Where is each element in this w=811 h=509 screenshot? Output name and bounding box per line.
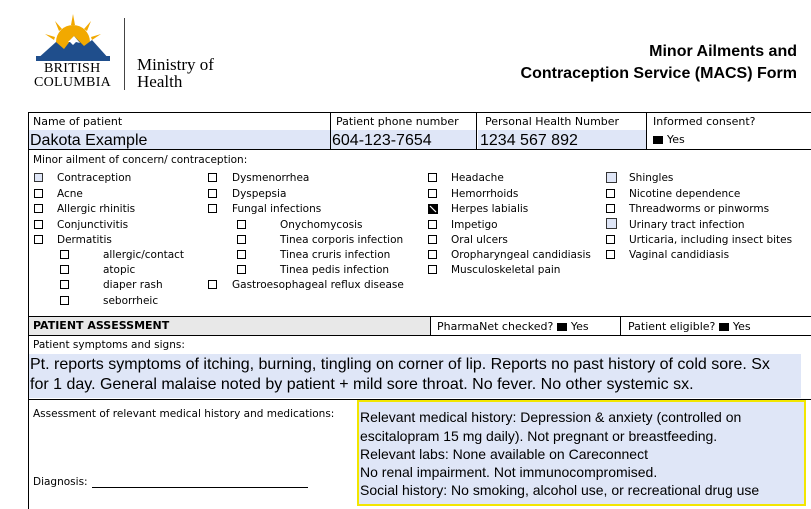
history-line5: Social history: No smoking, alcohol use, or recreational drug use (360, 482, 760, 498)
item-impetigo: Impetigo (451, 219, 498, 231)
item-urticaria: Urticaria, including insect bites (629, 234, 793, 246)
divider (330, 112, 331, 150)
item-acne: Acne (57, 188, 83, 200)
bc-logo (28, 12, 118, 92)
checkbox-threadworms[interactable] (606, 204, 615, 213)
item-fungal-infections: Fungal infections (232, 203, 322, 215)
checked-box-icon (653, 136, 663, 144)
checkbox-gerd[interactable] (208, 280, 217, 289)
divider (620, 316, 621, 336)
checkbox-hemorrhoids[interactable] (428, 189, 437, 198)
item-contraception: Contraception (57, 172, 132, 184)
checkbox-vaginal-candidiasis[interactable] (606, 250, 615, 259)
consent-checkbox[interactable] (653, 133, 685, 146)
divider (430, 316, 431, 336)
checkbox-urticaria[interactable] (606, 235, 615, 244)
divider (646, 112, 647, 150)
item-hemorrhoids: Hemorrhoids (451, 188, 519, 200)
item-allergic-contact: allergic/contact (103, 249, 185, 261)
checkbox-dermatitis[interactable] (34, 235, 43, 244)
checkbox-allergic-contact[interactable] (60, 250, 69, 259)
pharmanet-value: Yes (570, 320, 589, 333)
checkbox-atopic[interactable] (60, 265, 69, 274)
item-tinea-cruris: Tinea cruris infection (280, 249, 391, 261)
symptoms-line2[interactable]: for 1 day. General malaise noted by patient + mild sore throat. No fever. No other systemic sx. (30, 376, 694, 393)
item-seborrheic: seborrheic (103, 295, 159, 307)
checkmark-icon (428, 204, 438, 214)
checkbox-allergic-rhinitis[interactable] (34, 204, 43, 213)
name-label: Name of patient (33, 115, 123, 128)
checkbox-onychomycosis[interactable] (237, 220, 246, 229)
history-line4: No renal impairment. Not immunocompromised. (360, 464, 658, 480)
item-dysmenorrhea: Dysmenorrhea (232, 172, 310, 184)
item-nicotine-dependence: Nicotine dependence (629, 188, 741, 200)
checkbox-headache[interactable] (428, 173, 437, 182)
eligible-value: Yes (732, 320, 751, 333)
diagnosis-label: Diagnosis: (33, 476, 88, 488)
item-onychomycosis: Onychomycosis (280, 219, 363, 231)
phn-input[interactable]: 1234 567 892 (480, 132, 578, 149)
item-conjunctivitis: Conjunctivitis (57, 219, 129, 231)
phn-label: Personal Health Number (485, 115, 620, 128)
item-musculoskeletal-pain: Musculoskeletal pain (451, 264, 561, 276)
checkbox-oral-ulcers[interactable] (428, 235, 437, 244)
item-allergic-rhinitis: Allergic rhinitis (57, 203, 136, 215)
item-dyspepsia: Dyspepsia (232, 188, 287, 200)
item-headache: Headache (451, 172, 504, 184)
history-line2: escitalopram 15 mg daily). Not pregnant or breastfeeding. (360, 428, 718, 444)
item-herpes-labialis: Herpes labialis (451, 203, 529, 215)
item-oropharyngeal-candidiasis: Oropharyngeal candidiasis (451, 249, 591, 261)
checkbox-conjunctivitis[interactable] (34, 220, 43, 229)
item-atopic: atopic (103, 264, 136, 276)
assessment-heading: PATIENT ASSESSMENT (33, 319, 170, 332)
phone-label: Patient phone number (336, 115, 459, 128)
checkbox-shingles[interactable] (606, 172, 617, 183)
checked-box-icon (719, 323, 729, 331)
checkbox-dyspepsia[interactable] (208, 189, 217, 198)
consent-label: Informed consent? (653, 115, 756, 128)
ministry-line1: Ministry of (137, 55, 214, 74)
checkbox-tinea-cruris[interactable] (237, 250, 246, 259)
diagnosis-input-line[interactable] (92, 487, 308, 488)
checkbox-tinea-pedis[interactable] (237, 265, 246, 274)
name-input[interactable]: Dakota Example (30, 132, 148, 149)
checkbox-musculoskeletal-pain[interactable] (428, 265, 437, 274)
eligible-label: Patient eligible? (628, 320, 716, 333)
checked-box-icon (557, 323, 567, 331)
consent-value: Yes (667, 133, 685, 146)
checkbox-seborrheic[interactable] (60, 296, 69, 305)
item-dermatitis: Dermatitis (57, 234, 112, 246)
checkbox-contraception[interactable] (34, 173, 43, 182)
ministry-line2: Health (137, 72, 183, 91)
symptoms-label: Patient symptoms and signs: (33, 339, 185, 351)
item-tinea-corporis: Tinea corporis infection (280, 234, 404, 246)
ailments-label: Minor ailment of concern/ contraception: (33, 154, 248, 166)
checkbox-herpes-labialis[interactable] (428, 204, 437, 213)
checkbox-tinea-corporis[interactable] (237, 235, 246, 244)
logo-divider (124, 18, 125, 90)
checkbox-impetigo[interactable] (428, 220, 437, 229)
item-tinea-pedis: Tinea pedis infection (280, 264, 390, 276)
item-oral-ulcers: Oral ulcers (451, 234, 508, 246)
pharmanet-label: PharmaNet checked? (437, 320, 554, 333)
ailments-section (28, 149, 811, 317)
logo-wordmark-line1: BRITISH (44, 61, 101, 76)
sun-mountain-logo-icon (28, 12, 118, 62)
item-gerd: Gastroesophageal reflux disease (232, 279, 404, 291)
history-label: Assessment of relevant medical history and medications: (33, 408, 335, 420)
checkbox-uti[interactable] (606, 218, 617, 229)
phone-input[interactable]: 604-123-7654 (332, 132, 432, 149)
history-line1: Relevant medical history: Depression & anxiety (controlled on (360, 409, 742, 425)
form-title-line1: Minor Ailments and (649, 43, 797, 60)
eligible-checkbox[interactable] (628, 320, 751, 333)
logo-wordmark-line2: COLUMBIA (34, 75, 112, 90)
checkbox-oropharyngeal-candidiasis[interactable] (428, 250, 437, 259)
history-line3: Relevant labs: None available on Careconnect (360, 446, 648, 462)
checkbox-diaper-rash[interactable] (60, 280, 69, 289)
history-section-left-border (28, 399, 29, 509)
checkbox-dysmenorrhea[interactable] (208, 173, 217, 182)
item-vaginal-candidiasis: Vaginal candidiasis (629, 249, 730, 261)
item-shingles: Shingles (629, 172, 674, 184)
divider (476, 112, 477, 150)
pharmanet-checkbox[interactable] (437, 320, 589, 333)
item-diaper-rash: diaper rash (103, 279, 163, 291)
checkbox-nicotine-dependence[interactable] (606, 189, 615, 198)
item-threadworms: Threadworms or pinworms (629, 203, 770, 215)
checkbox-acne[interactable] (34, 189, 43, 198)
form-title-line2: Contraception Service (MACS) Form (520, 65, 797, 82)
item-uti: Urinary tract infection (629, 219, 745, 231)
checkbox-fungal-infections[interactable] (208, 204, 217, 213)
symptoms-line1[interactable]: Pt. reports symptoms of itching, burning, tingling on corner of lip. Reports no past history of cold sore. Sx (30, 356, 770, 373)
